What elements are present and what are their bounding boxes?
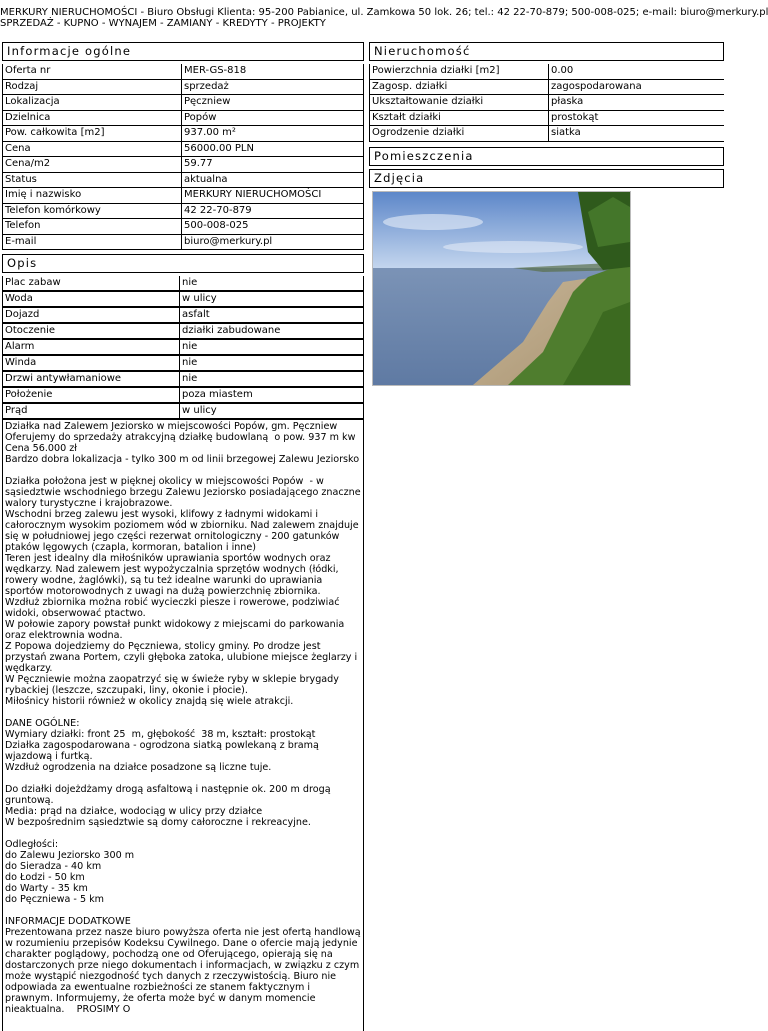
table-row [370,64,725,79]
table-row [3,355,364,371]
row-label: Woda [3,291,180,307]
table-row [3,276,364,291]
row-value: prostokąt [549,110,725,126]
lake-photo[interactable] [372,191,631,386]
header-contact-line: MERKURY NIERUCHOMOŚCI - Biuro Obsługi Klienta: 95-200 Pabianice, ul. Zamkowa 50 lok. 26; tel.: 42 22-70-879; 500-008-025; e-mail: biuro@merkury.pl [0,7,768,18]
row-label: Rodzaj [3,79,182,95]
row-label: Powierzchnia działki [m2] [370,64,549,79]
row-label: Cena/m2 [3,157,182,173]
row-label: Lokalizacja [3,95,182,111]
table-row [3,307,364,323]
row-label: Dzielnica [3,110,182,126]
row-label: E-mail [3,234,182,250]
header-services-line: SPRZEDAŻ - KUPNO - WYNAJEM - ZAMIANY - KREDYTY - PROJEKTY [0,18,326,29]
table-row [3,64,364,79]
general-info-table [2,64,364,250]
offer-description: Działka nad Zalewem Jeziorsko w miejscowości Popów, gm. Pęczniew Oferujemy do sprzedaży atrakcyjną działkę budowlaną o pow. 937 m kw Cena 56.000 zł Bardzo dobra lokalizacja - tylko 300 m od linii brzegowej Zalewu Jeziorsko Działka położona jest w pięknej okolicy w miejscowości Popów - w sąsiedztwie wschodniego brzegu Zalewu Jeziorsko posiadającego znaczne walory turystyczne i krajobrazowe. Wschodni brzeg zalewu jest wysoki, klifowy z ładnymi widokami i całorocznym wysokim poziomem wód w zbiorniku. Nad zalewem znajduje się w południowej jego części rezerwat ornitologiczny - 200 gatunków ptaków lęgowych (czapla, kormoran, batalion i inne) Teren jest idealny dla miłośników uprawiania sportów wodnych oraz wędkarzy. Nad zalewem jest wypożyczalnia sprzętów wodnych (łódki, rowery wodne, żaglówki), są tu też idealne warunki do uprawiania sportów motorowodnych z uwagi na dużą powierzchnię zbiornika. Wzdłuż zbiornika można robić wycieczki piesze i rowerowe, podziwiać widoki, obserwować ptactwo. W połowie zapory powstał punkt widokowy z miejscami do parkowania oraz elektrownia wodna. Z Popowa dojedziemy do Pęczniewa, stolicy gminy. Po drodze jest przystań zwana Portem, czyli głęboka zatoka, ulubione miejsce żeglarzy i wędkarzy. W Pęczniewie można zaopatrzyć się w świeże ryby w sklepie brygady rybackiej (leszcze, szczupaki, liny, okonie i płocie). Miłośnicy historii również w okolicy znajdą się wiele atrakcji. DANE OGÓLNE: Wymiary działki: front 25 m, głębokość 38 m, kształt: prostokąt Działka zagospodarowana - ogrodzona siatką powlekaną z bramą wjazdową i furtką. Wzdłuż ogrodzenia na działce posadzone są liczne tuje. Do działki dojeżdżamy drogą asfaltową i następnie ok. 200 m drogą gruntową. Media: prąd na działce, wodociąg w ulicy przy działce W bezpośrednim sąsiedztwie są domy całoroczne i rekreacyjne. Odległości: do Zalewu Jeziorsko 300 m do Sieradza - 40 km do Łodzi - 50 km do Warty - 35 km do Pęczniewa - 5 km INFORMACJE DODATKOWE Prezentowana przez nasze biuro powyższa oferta nie jest ofertą handlową w rozumieniu przepisów Kodeksu Cywilnego. Dane o ofercie mają jedynie charakter poglądowy, pochodzą one od Oferującego, opierają się na dostarczonych prze niego dokumentach i informacjach, w związku z czym może wystąpić niezgodność tych danych z rzeczywistością. Biuro nie odpowiada za ewentualne rozbieżności ze stanem faktycznym i prawnym. Informujemy, że oferta może być w danym momencie nieaktualna. PROSIMY O [2,420,364,1031]
table-row [370,79,725,95]
cloud [443,241,583,253]
row-label: Status [3,172,182,188]
row-label: Zagosp. działki [370,79,549,95]
row-label: Telefon komórkowy [3,203,182,219]
row-value: nie [180,371,364,387]
row-value: aktualna [182,172,364,188]
row-value: płaska [549,95,725,111]
row-value: poza miastem [180,387,364,403]
table-row [3,387,364,403]
row-label: Dojazd [3,307,180,323]
row-label: Ogrodzenie działki [370,126,549,142]
row-value: Popów [182,110,364,126]
row-value: asfalt [180,307,364,323]
row-label: Alarm [3,339,180,355]
table-row [3,371,364,387]
row-label: Pow. całkowita [m2] [3,126,182,142]
row-label: Kształt działki [370,110,549,126]
table-row [370,126,725,142]
page-header [0,7,768,29]
row-label: Otoczenie [3,323,180,339]
table-row [3,403,364,419]
table-row [3,188,364,204]
row-value: w ulicy [180,291,364,307]
row-label: Telefon [3,219,182,235]
row-value: 500-008-025 [182,219,364,235]
row-value: siatka [549,126,725,142]
table-row [370,95,725,111]
row-label: Plac zabaw [3,276,180,291]
right-column [369,42,724,386]
table-row [3,291,364,307]
row-value: nie [180,276,364,291]
section-title-photos: Zdjęcia [369,169,724,188]
row-value: działki zabudowane [180,323,364,339]
row-label: Drzwi antywłamaniowe [3,371,180,387]
row-label: Winda [3,355,180,371]
property-table [369,64,724,142]
section-title-opis: Opis [2,254,364,273]
row-value: MER-GS-818 [182,64,364,79]
row-label: Prąd [3,403,180,419]
row-label: Położenie [3,387,180,403]
row-value: 59.77 [182,157,364,173]
table-row [3,234,364,250]
section-title-rooms: Pomieszczenia [369,147,724,166]
table-row [3,79,364,95]
table-row [3,95,364,111]
row-value: 0.00 [549,64,725,79]
row-value: nie [180,355,364,371]
table-row [3,339,364,355]
row-label: Cena [3,141,182,157]
row-value: sprzedaż [182,79,364,95]
table-row [3,141,364,157]
row-label: Imię i nazwisko [3,188,182,204]
table-row [3,323,364,339]
row-value: zagospodarowana [549,79,725,95]
row-value: Pęczniew [182,95,364,111]
row-value: 42 22-70-879 [182,203,364,219]
row-value: MERKURY NIERUCHOMOŚCI [182,188,364,204]
table-row [3,110,364,126]
row-label: Ukształtowanie działki [370,95,549,111]
cloud [383,214,483,230]
section-title-general: Informacje ogólne [2,42,364,61]
row-label: Oferta nr [3,64,182,79]
email-value[interactable]: biuro@merkury.pl [182,234,364,250]
row-value: 56000.00 PLN [182,141,364,157]
table-row [3,172,364,188]
section-title-property: Nieruchomość [369,42,724,61]
row-value: nie [180,339,364,355]
opis-table [2,276,364,420]
row-value: w ulicy [180,403,364,419]
table-row [3,219,364,235]
table-row [3,157,364,173]
table-row [370,110,725,126]
table-row [3,126,364,142]
left-column [2,42,364,1031]
row-value: 937.00 m² [182,126,364,142]
table-row [3,203,364,219]
